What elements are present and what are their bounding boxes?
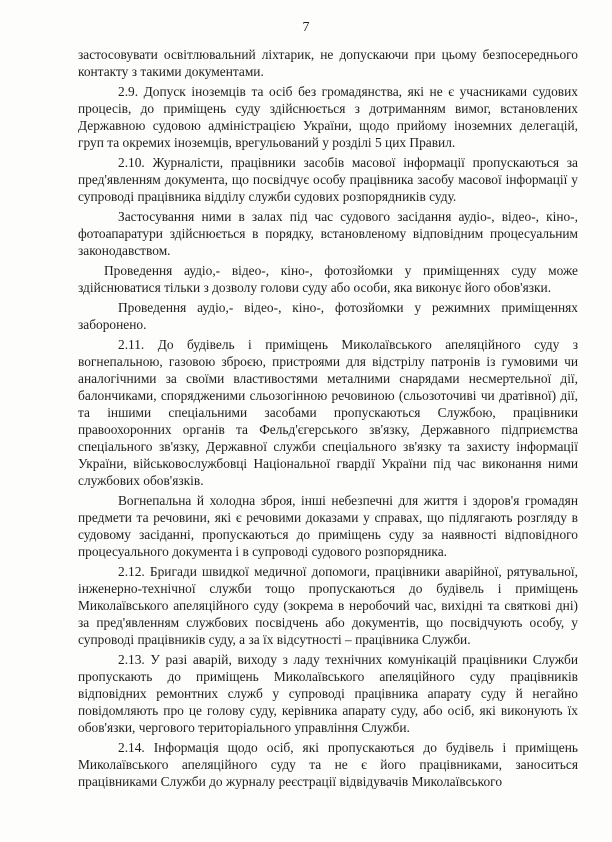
paragraph-2-14: 2.14. Інформація щодо осіб, які пропускаються до будівель і приміщень Миколаївського апеляційного суду та не є його працівниками, заноситься працівниками Служби до журналу реєстрації відвідувачів Миколаївського xyxy=(78,740,578,789)
paragraph-2-12: 2.12. Бригади швидкої медичної допомоги, працівники аварійної, рятувальної, інженерно-технічної служби тощо пропускаються до будівель і приміщень Миколаївського апеляційного суду (зокрема в неробочий час, вихідні та святкові дні) за пред'явленням службових посвідчень або документів, що посвідчують особу, у супроводі працівників суду, а за їх відсутності – працівника Служби. xyxy=(78,564,578,647)
paragraph-2-11: 2.11. До будівель і приміщень Миколаївського апеляційного суду з вогнепальною, газовою зброєю, пристроями для відстрілу патронів із гумовими чи аналогічними за своїми властивостями металними снарядами несмертельної дії, балончиками, спорядженими сльозогінною речовиною (сльозоточиві чи дратівної) дії, та іншими спеціальними засобами пропускаються Службою, працівники правоохоронних органів та Фельд'єгерського зв'язку, Державного підприємства спеціального зв'язку, Державної служби спеціального зв'язку та захисту інформації України, військовослужбовці Національної гвардії України під час виконання ними службових обов'язків. xyxy=(78,337,578,488)
paragraph-filming-prohibited: Проведення аудіо,- відео-, кіно-, фотозйомки у режимних приміщеннях заборонено. xyxy=(78,300,578,332)
paragraph-2-10: 2.10. Журналісти, працівники засобів масової інформації пропускаються за пред'явленням документа, що посвідчує особу працівника засобу масової інформації у супроводі працівника відділу служби судових розпорядників суду. xyxy=(78,155,578,204)
paragraph-recording-equipment: Застосування ними в залах під час судового засідання аудіо-, відео-, кіно-, фотоапаратури здійснюється в порядку, встановленому відповідним процесуальним законодавством. xyxy=(78,209,578,258)
page-number: 7 xyxy=(302,20,310,35)
paragraph-filming-permission: Проведення аудіо,- відео-, кіно-, фотозйомки у приміщеннях суду може здійснюватися тільки з дозволу голови суду або особи, яка виконує його обов'язки. xyxy=(78,263,578,295)
paragraph-weapons-evidence: Вогнепальна й холодна зброя, інші небезпечні для життя і здоров'я громадян предмети та речовини, які є речовими доказами у справах, що підлягають розгляду в судовому засіданні, пропускаються до приміщень суду за наявності відповідного процесуального документа і в супроводі судового розпорядника. xyxy=(78,493,578,559)
document-body xyxy=(78,46,578,793)
paragraph-continuation: застосовувати освітлювальний ліхтарик, не допускаючи при цьому безпосереднього контакту з такими документами. xyxy=(78,47,578,79)
paragraph-2-13: 2.13. У разі аварій, виходу з ладу технічних комунікацій працівники Служби пропускають до приміщень Миколаївського апеляційного суду працівників відповідних ремонтних служб у супроводі працівника апарату суду й негайно повідомляють про це голову суду, керівника апарату суду, або осіб, які виконують їх обов'язки, чергового територіального управління Служби. xyxy=(78,652,578,735)
paragraph-2-9: 2.9. Допуск іноземців та осіб без громадянства, які не є учасниками судових процесів, до приміщень суду здійснюється з дотриманням вимог, встановлених Державною судовою адміністрацією України, щодо прийому іноземних делегацій, груп та окремих іноземців, врегульований у розділі 5 цих Правил. xyxy=(78,84,578,150)
